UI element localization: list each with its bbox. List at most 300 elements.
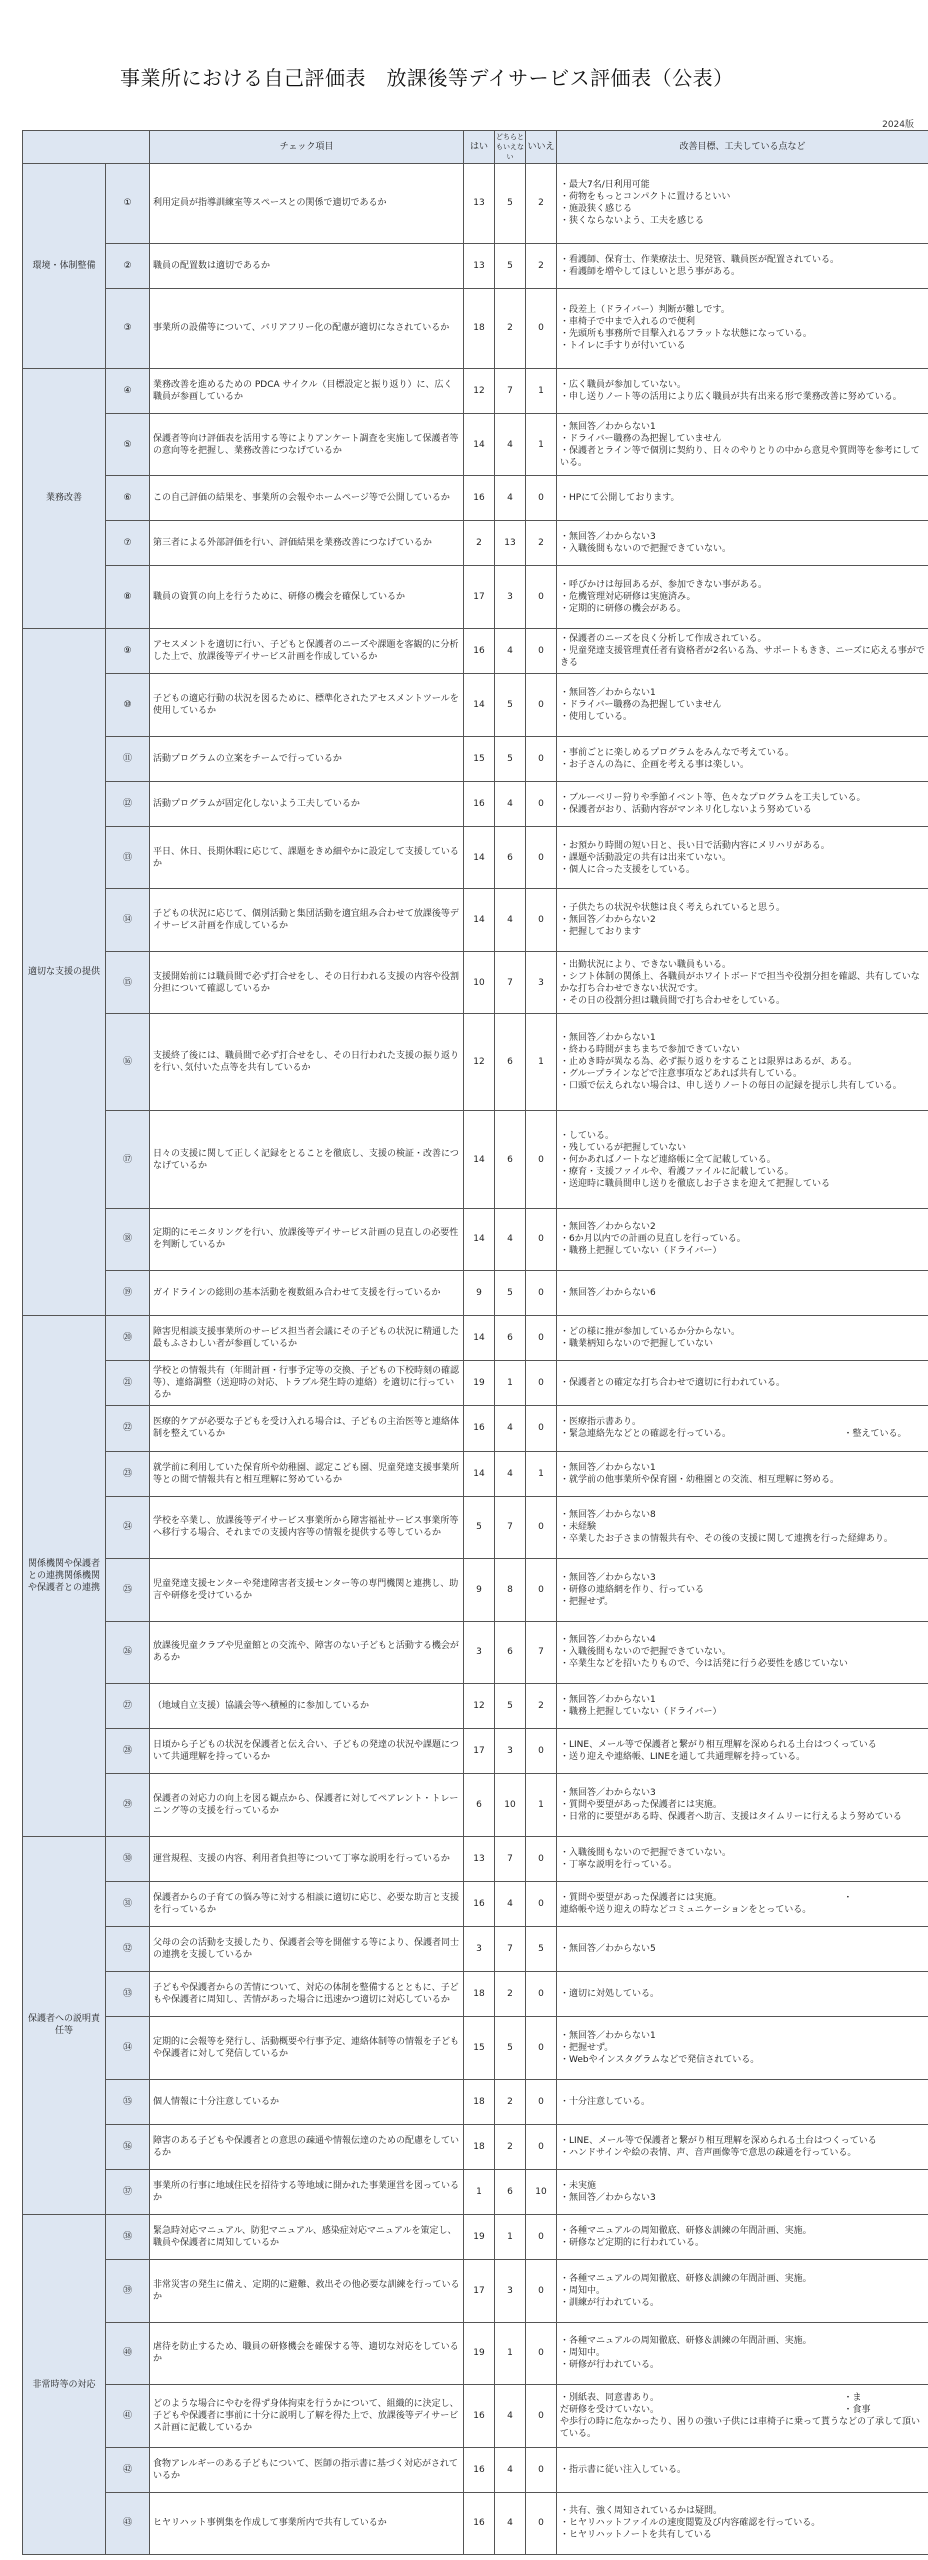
improvement-comments [557,1208,928,1271]
check-item-text: 非常災害の発生に備え、定期的に避難、救出その他必要な訓練を行っているか [150,2260,464,2323]
yes-count: 14 [464,1111,495,1208]
no-count: 1 [526,1774,557,1837]
check-item-text: 保護者からの子育ての悩み等に対する相談に適切に応じ、必要な助言と支援を行っているか [150,1881,464,1926]
comment-line: ・研修など定期的に行われている。 [560,2237,705,2248]
improvement-comments [557,288,928,368]
table-row [23,2447,928,2492]
no-count: 2 [526,243,557,288]
neither-count: 5 [495,243,526,288]
page-title: 事業所における自己評価表 放課後等デイサービス評価表（公表） [120,66,734,90]
check-item-text: 子どもの状況に応じて、個別活動と集団活動を適宜組み合わせて放課後等デイサービス計画を作成しているか [150,889,464,952]
neither-count: 6 [495,1621,526,1684]
improvement-comments [557,951,928,1014]
improvement-comments [557,2260,928,2323]
yes-count: 12 [464,368,495,413]
comment-line: ・先頭所も事務所で目撃入れるフラットな状態になっている。 [560,329,812,340]
item-number: ⑯ [106,1014,150,1111]
table-row [23,1774,928,1837]
comment-line: ・保護者との確定な打ち合わせで適切に行われている。 [560,1378,786,1389]
neither-count: 6 [495,826,526,889]
comment-line: ・トイレに手すりが付いている [560,341,686,352]
improvement-comments [557,1559,928,1622]
comment-line: ・保護者のニーズを良く分析して作成されている。 [560,634,767,645]
comment-line: ・している。 [560,1130,615,1141]
check-item-text: 父母の会の活動を支援したり、保護者会等を開催する等により、保護者同士の連携を支援しているか [150,1926,464,1971]
comment-line: ・研修が行われている。 [560,2360,660,2371]
no-count: 0 [526,2260,557,2323]
comment-line: ・就学前の他事業所や保育園・幼稚園との交流、相互理解に努める。 [560,1474,840,1485]
no-count: 1 [526,1451,557,1496]
improvement-comments [557,1496,928,1559]
improvement-comments [557,1926,928,1971]
check-item-text: 個人情報に十分注意しているか [150,2079,464,2124]
check-item-text: 放課後児童クラブや児童館との交流や、障害のない子どもと活動する機会があるか [150,1621,464,1684]
comment-line: ・無回答／わからない3 [560,532,656,543]
item-number: ㊴ [106,2260,150,2323]
header-neither-label: どちらともいえない [496,133,524,161]
comment-line: ・各種マニュアルの周知徹底、研修＆訓練の年間計画、実施。 [560,2336,812,2347]
no-count: 2 [526,164,557,244]
improvement-comments [557,476,928,521]
yes-count: 15 [464,736,495,781]
table-row [23,1208,928,1271]
comment-line: ・丁寧な説明を行っている。 [560,1859,678,1870]
table-row [23,1559,928,1622]
item-number: ㊷ [106,2447,150,2492]
version-label: 2024版 [882,120,914,130]
check-item-text: 事業所の行事に地域住民を招待する等地域に開かれた事業運営を図っているか [150,2169,464,2214]
no-count: 0 [526,781,557,826]
check-item-text: 定期的に会報等を発行し、活動概要や行事予定、連絡体制等の情報を子どもや保護者に対して発信しているか [150,2017,464,2080]
neither-count: 7 [495,1836,526,1881]
header-row [23,131,928,164]
comment-line: ・適切に対処している。 [560,1989,660,2000]
table-row [23,781,928,826]
check-item-text: 業務改善を進めるための PDCA サイクル（目標設定と振り返り）に、広く職員が参画しているか [150,368,464,413]
improvement-comments [557,826,928,889]
neither-count: 4 [495,628,526,673]
yes-count: 14 [464,1316,495,1361]
item-number: ㉝ [106,1972,150,2017]
item-number: ⑲ [106,1271,150,1316]
table-row [23,1361,928,1406]
neither-count: 7 [495,368,526,413]
check-item-text: 日頃から子どもの状況を保護者と伝え合い、子どもの発達の状況や課題について共通理解を持っているか [150,1729,464,1774]
table-row [23,1621,928,1684]
check-item-text: 医療的ケアが必要な子どもを受け入れる場合は、子どもの主治医等と連絡体制を整えているか [150,1406,464,1451]
check-item-text: 学校を卒業し、放課後等デイサービス事業所から障害福祉サービス事業所等へ移行する場合、それまでの支援内容等の情報を提供する等しているか [150,1496,464,1559]
neither-count: 4 [495,1881,526,1926]
item-number: ㉕ [106,1559,150,1622]
yes-count: 13 [464,164,495,244]
check-item-text: 就学前に利用していた保育所や幼稚園、認定こども園、児童発達支援事業所等との間で情報共有と相互理解に努めているか [150,1451,464,1496]
item-number: ㉗ [106,1684,150,1729]
improvement-comments [557,1014,928,1111]
improvement-comments [557,674,928,737]
item-number: ③ [106,288,150,368]
no-count: 0 [526,1881,557,1926]
table-row [23,628,928,673]
comment-line: ・送迎時に職員間申し送りを徹底しお子さまを迎えて把握している [560,1178,831,1189]
check-item-text: 事業所の設備等について、バリアフリー化の配慮が適切になされているか [150,288,464,368]
check-item-text: 支援開始前には職員間で必ず打合せをし、その日行われる支援の内容や役割分担について確認しているか [150,951,464,1014]
no-count: 7 [526,1621,557,1684]
item-number: ⑭ [106,889,150,952]
table-row [23,736,928,781]
yes-count: 14 [464,413,495,476]
improvement-comments [557,1684,928,1729]
improvement-comments [557,1621,928,1684]
check-item-text: 運営規程、支援の内容、利用者負担等について丁寧な説明を行っているか [150,1836,464,1881]
no-count: 0 [526,826,557,889]
neither-count: 5 [495,1684,526,1729]
comment-line: ・何かあればノートなど連絡帳に全て記載している。 [560,1154,776,1165]
improvement-comments [557,1729,928,1774]
table-row [23,951,928,1014]
no-count: 0 [526,2017,557,2080]
table-row [23,826,928,889]
comment-line: や歩行の時に危なかったり、困りの強い子供には車椅子に乗って貰うなどの了承して頂いている。 [560,2416,921,2439]
comment-line: ・LINE、メール等で保護者と繋がり相互理解を深められる土台はつくっている [560,1740,877,1751]
no-count: 3 [526,951,557,1014]
yes-count: 6 [464,1774,495,1837]
check-item-text: 日々の支援に関して正しく記録をとることを徹底し、支援の検証・改善につなげているか [150,1111,464,1208]
no-count: 0 [526,736,557,781]
improvement-comments [557,1406,928,1451]
comment-line: ・看護師を増やしてほしいと思う事がある。 [560,266,741,277]
no-count: 0 [526,566,557,629]
neither-count: 7 [495,951,526,1014]
comment-line: だ研修を受けていない。 ・食事 [560,2404,871,2415]
yes-count: 3 [464,1926,495,1971]
comment-line: ・無回答／わからない3 [560,1572,656,1583]
table-row [23,368,928,413]
comment-line: ・十分注意している。 [560,2096,651,2107]
no-count: 1 [526,413,557,476]
no-count: 10 [526,2169,557,2214]
improvement-comments [557,2017,928,2080]
improvement-comments [557,1451,928,1496]
table-row [23,413,928,476]
comment-line: ・訓練が行われている。 [560,2297,660,2308]
neither-count: 1 [495,1361,526,1406]
comment-line: ・無回答／わからない3 [560,2192,656,2203]
yes-count: 14 [464,1451,495,1496]
comment-line: ・施設狭く感じる [560,204,633,215]
yes-count: 16 [464,2492,495,2555]
comment-line: ・保護者とライン等で個別に契約り、日々のやりとりの中から意見や質問等を参考にしている。 [560,445,920,468]
item-number: ㉖ [106,1621,150,1684]
yes-count: 16 [464,628,495,673]
comment-line: ・出勤状況により、できない職員もいる。 [560,959,732,970]
check-item-text: 利用定員が指導訓練室等スペースとの関係で適切であるか [150,164,464,244]
no-count: 0 [526,1836,557,1881]
category-label: 業務改善 [23,368,106,628]
no-count: 0 [526,1271,557,1316]
check-item-text: 支援終了後には、職員間で必ず打合せをし、その日行われた支援の振り返りを行い､気付いた点等を共有しているか [150,1014,464,1111]
check-item-text: どのような場合にやむを得ず身体拘束を行うかについて、組織的に決定し、子どもや保護者に事前に十分に説明し了解を得た上で、放課後等デイサービス計画に記載しているか [150,2385,464,2448]
comment-line: ・ハンドサインや絵の表情、声、音声画像等で意思の疎通を行っている。 [560,2147,857,2158]
comment-line: ・個人に合った支援をしている。 [560,864,696,875]
table-row [23,1926,928,1971]
yes-count: 16 [464,2447,495,2492]
category-label: 適切な支援の提供 [23,628,106,1315]
item-number: ⑰ [106,1111,150,1208]
no-count: 0 [526,2492,557,2555]
comment-line: ・HPにて公開しております。 [560,493,680,504]
improvement-comments [557,566,928,629]
no-count: 0 [526,628,557,673]
yes-count: 14 [464,826,495,889]
comment-line: ・周知中。 [560,2348,606,2359]
neither-count: 4 [495,889,526,952]
item-number: ⑩ [106,674,150,737]
header-no: いいえ [526,131,557,164]
improvement-comments [557,2079,928,2124]
improvement-comments [557,889,928,952]
comment-line: ・無回答／わからない8 [560,1510,656,1521]
item-number: ㊳ [106,2214,150,2259]
category-label: 関係機関や保護者との連携関係機関や保護者との連携 [23,1316,106,1837]
improvement-comments [557,2124,928,2169]
check-item-text: 緊急時対応マニュアル、防犯マニュアル、感染症対応マニュアルを策定し、職員や保護者に周知しているか [150,2214,464,2259]
comment-line: ・把握しております [560,927,642,937]
item-number: ㉔ [106,1496,150,1559]
check-item-text: 障害のある子どもや保護者との意思の疎通や情報伝達のための配慮をしているか [150,2124,464,2169]
comment-line: ・子供たちの状況や状態は良く考えられていると思う。 [560,903,786,913]
neither-count: 4 [495,781,526,826]
comment-line: ・研修の連絡網を作り、行っている [560,1584,705,1595]
neither-count: 3 [495,1729,526,1774]
improvement-comments [557,2322,928,2385]
comment-line: ・定期的に研修の機会がある。 [560,604,687,615]
check-item-text: 障害児相談支援事業所のサービス担当者会議にその子どもの状況に精通した最もふさわしい者が参画しているか [150,1316,464,1361]
comment-line: ・送り迎えや連絡帳、LINEを通して共通理解を持っている。 [560,1752,806,1763]
evaluation-table [22,130,928,2555]
neither-count: 6 [495,1014,526,1111]
check-item-text: 職員の配置数は適切であるか [150,243,464,288]
comment-line: ・無回答／わからない4 [560,1635,656,1646]
comment-line: ・卒業したお子さまの情報共有や、その後の支援に関して連携を行った経緯あり。 [560,1534,893,1545]
no-count: 0 [526,1208,557,1271]
check-item-text: 活動プログラムの立案をチームで行っているか [150,736,464,781]
yes-count: 12 [464,1684,495,1729]
comment-line: ・未経験 [560,1522,597,1533]
table-row [23,2124,928,2169]
comment-line: ・無回答／わからない6 [560,1288,656,1299]
table-row [23,1972,928,2017]
yes-count: 12 [464,1014,495,1111]
neither-count: 1 [495,2214,526,2259]
comment-line: ・無回答／わからない3 [560,1788,656,1799]
item-number: ⑱ [106,1208,150,1271]
comment-line: ・職務上把握していない（ドライバー） [560,1707,722,1718]
comment-line: ・未実施 [560,2180,597,2191]
yes-count: 16 [464,476,495,521]
comment-line: ・医療指示書あり。 [560,1417,642,1428]
item-number: ⑪ [106,736,150,781]
table-row [23,2492,928,2555]
header-improvement: 改善目標、工夫している点など [557,131,928,164]
check-item-text: ヒヤリハット事例集を作成して事業所内で共有しているか [150,2492,464,2555]
check-item-text: 虐待を防止するため、職員の研修機会を確保する等、適切な対応をしているか [150,2322,464,2385]
yes-count: 13 [464,243,495,288]
header-neither [495,131,526,164]
table-row [23,1881,928,1926]
neither-count: 13 [495,521,526,566]
table-row [23,1451,928,1496]
improvement-comments [557,1881,928,1926]
comment-line: ・使用している。 [560,711,633,722]
improvement-comments [557,521,928,566]
check-item-text: 定期的にモニタリングを行い、放課後等デイサービス計画の見直しの必要性を判断しているか [150,1208,464,1271]
no-count: 0 [526,476,557,521]
yes-count: 16 [464,781,495,826]
comment-line: ・その日の役割分担は職員間で打ち合わせをしている。 [560,995,786,1006]
table-row [23,2322,928,2385]
comment-line: ・共有、強く周知されているかは疑問。 [560,2506,723,2517]
check-item-text: （地域自立支援）協議会等へ積極的に参加しているか [150,1684,464,1729]
item-number: ㊲ [106,2169,150,2214]
improvement-comments [557,1361,928,1406]
neither-count: 2 [495,288,526,368]
header-yes: はい [464,131,495,164]
table-row [23,164,928,244]
improvement-comments [557,1111,928,1208]
yes-count: 18 [464,1972,495,2017]
comment-line: ・無回答／わからない1 [560,1033,656,1044]
check-item-text: 第三者による外部評価を行い、評価結果を業務改善につなげているか [150,521,464,566]
item-number: ⑧ [106,566,150,629]
comment-line: ・グループラインなどで注意事項などあれば共有している。 [560,1069,803,1080]
item-number: ㊱ [106,2124,150,2169]
neither-count: 4 [495,413,526,476]
item-number: ㉙ [106,1774,150,1837]
comment-line: ・呼びかけは毎回あるが、参加できない事がある。 [560,580,768,591]
no-count: 0 [526,1361,557,1406]
comment-line: ・狭くならないよう、工夫を感じる [560,216,705,227]
yes-count: 18 [464,2079,495,2124]
table-row [23,288,928,368]
neither-count: 2 [495,2124,526,2169]
neither-count: 2 [495,2079,526,2124]
table-row [23,243,928,288]
comment-line: ・無回答／わからない5 [560,1944,656,1955]
no-count: 1 [526,368,557,413]
no-count: 0 [526,1111,557,1208]
yes-count: 9 [464,1559,495,1622]
comment-line: ・無回答／わからない1 [560,2030,656,2041]
no-count: 2 [526,1684,557,1729]
item-number: ㉟ [106,2079,150,2124]
neither-count: 1 [495,2322,526,2385]
yes-count: 18 [464,288,495,368]
table-row [23,2079,928,2124]
comment-line: 連絡帳や送り迎えの時などコミュニケーションをとっている。 [560,1904,812,1915]
item-number: ⑦ [106,521,150,566]
comment-line: ・緊急連絡先などとの確認を行っている。 ・整えている。 [560,1429,907,1440]
neither-count: 3 [495,2260,526,2323]
table-row [23,1316,928,1361]
comment-line: ・荷物をもっとコンパクトに置けるといい [560,192,731,203]
item-number: ㉛ [106,1881,150,1926]
yes-count: 5 [464,1496,495,1559]
header-check-item: チェック項目 [150,131,464,164]
neither-count: 5 [495,164,526,244]
improvement-comments [557,1316,928,1361]
yes-count: 14 [464,889,495,952]
improvement-comments [557,1972,928,2017]
comment-line: ・ヒヤリハットファイルの速度閲覧及び内容確認を行っている。 [560,2518,821,2529]
item-number: ㊵ [106,2322,150,2385]
table-row [23,1111,928,1208]
neither-count: 7 [495,1926,526,1971]
yes-count: 2 [464,521,495,566]
comment-line: ・どの様に推が参加しているか分からない。 [560,1327,741,1338]
improvement-comments [557,243,928,288]
check-item-text: 平日、休日、長期休暇に応じて、課題をきめ細やかに設定して支援しているか [150,826,464,889]
comment-line: ・指示書に従い注入している。 [560,2464,687,2475]
no-count: 1 [526,1014,557,1111]
yes-count: 14 [464,1208,495,1271]
neither-count: 5 [495,1271,526,1316]
comment-line: ・入職後間もないので把握できていない。 [560,1847,732,1858]
neither-count: 2 [495,1972,526,2017]
comment-line: ・段差上（ドライバー）判断が難しです。 [560,305,730,316]
improvement-comments [557,628,928,673]
comment-line: ・把握せず。 [560,2042,614,2053]
yes-count: 17 [464,2260,495,2323]
table-row [23,566,928,629]
comment-line: ・日常的に要望がある時、保護者へ助言、支援はタイムリーに行えるよう努めている [560,1812,902,1823]
comment-line: ・申し送りノート等の活用により広く職員が共有出来る形で業務改善に努めている。 [560,391,902,402]
check-item-text: 学校との情報共有（年間計画・行事予定等の交換、子どもの下校時刻の確認等）、連絡調整（送迎時の対応、トラブル発生時の連絡）を適切に行っているか [150,1361,464,1406]
table-row [23,476,928,521]
category-label: 保護者への説明責任等 [23,1836,106,2214]
check-item-text: 職員の資質の向上を行うために、研修の機会を確保しているか [150,566,464,629]
item-number: ㉞ [106,2017,150,2080]
yes-count: 1 [464,2169,495,2214]
category-label: 非常時等の対応 [23,2214,106,2554]
neither-count: 4 [495,1451,526,1496]
no-count: 0 [526,674,557,737]
table-row [23,2169,928,2214]
neither-count: 4 [495,2447,526,2492]
neither-count: 6 [495,1316,526,1361]
table-row [23,2385,928,2448]
comment-line: ・LINE、メール等で保護者と繋がり相互理解を深められる土台はつくっている [560,2135,877,2146]
improvement-comments [557,1271,928,1316]
item-number: ㉒ [106,1406,150,1451]
table-row [23,1684,928,1729]
item-number: ㉜ [106,1926,150,1971]
item-number: ㉓ [106,1451,150,1496]
comment-line: ・把握せず。 [560,1596,614,1607]
table-row [23,1406,928,1451]
comment-line: ・課題や活動設定の共有は出来ていない。 [560,852,732,863]
no-count: 0 [526,2214,557,2259]
table-row [23,2214,928,2259]
comment-line: ・止めき時が異なる為、必ず振り返りをすることは限界はあるが、ある。 [560,1057,858,1068]
check-item-text: 子どもや保護者からの苦情について、対応の体制を整備するとともに、子どもや保護者に周知し、苦情があった場合に迅速かつ適切に対応しているか [150,1972,464,2017]
comment-line: ・卒業生などを招いたりもので、今は活発に行う必要性を感じていない [560,1659,848,1670]
comment-line: ・無回答／わからない1 [560,1695,656,1706]
no-count: 0 [526,288,557,368]
yes-count: 19 [464,1361,495,1406]
comment-line: ・ドライバー職務の為把握していません [560,433,722,444]
comment-line: ・ドライバー職務の為把握していません [560,699,722,710]
item-number: ⑤ [106,413,150,476]
